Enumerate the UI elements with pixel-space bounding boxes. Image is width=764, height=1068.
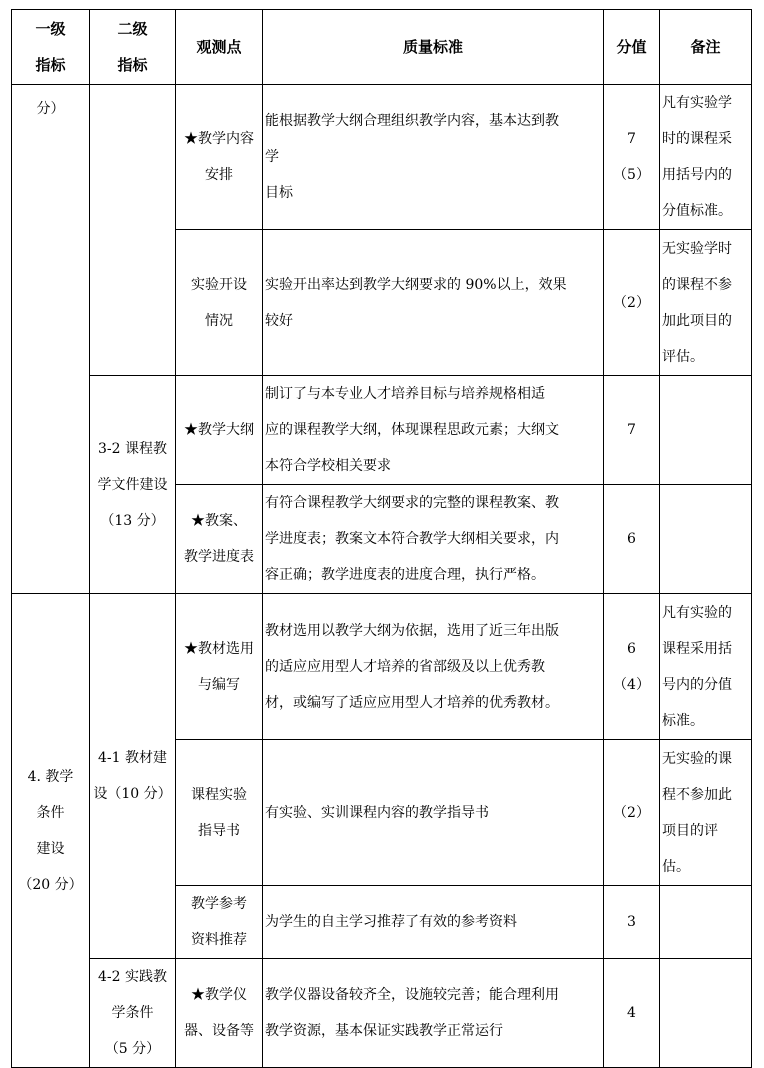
score-cell: 7 （5） [604,85,660,230]
score-cell: （2） [604,740,660,886]
observation-cell: ★教学仪 器、设备等 [176,959,263,1068]
table-row [12,959,752,1068]
note-cell [660,959,752,1068]
header-level2: 二级 指标 [90,10,176,85]
standard-cell: 实验开出率达到教学大纲要求的 90%以上，效果 较好 [263,230,604,376]
level2-cell: 3-2 课程教 学文件建设 （13 分） [90,376,176,594]
table-row [12,376,752,485]
level1-continued-cell: 分） [12,85,90,594]
standard-cell: 教材选用以教学大纲为依据，选用了近三年出版 的适应应用型人才培养的省部级及以上优秀教 材，或编写了适应应用型人才培养的优秀教材。 [263,594,604,740]
level2-cell: 4-2 实践教 学条件 （5 分） [90,959,176,1068]
header-standard: 质量标准 [263,10,604,85]
observation-cell: 实验开设 情况 [176,230,263,376]
table-row [12,85,752,230]
score-cell: 6 [604,485,660,594]
standard-cell: 制订了与本专业人才培养目标与培养规格相适 应的课程教学大纲，体现课程思政元素；大纲文 本符合学校相关要求 [263,376,604,485]
observation-cell: 教学参考 资料推荐 [176,886,263,959]
score-cell: 6 （4） [604,594,660,740]
note-cell: 无实验的课 程不参加此 项目的评 估。 [660,740,752,886]
note-cell [660,376,752,485]
observation-cell: ★教案、 教学进度表 [176,485,263,594]
standard-cell: 有实验、实训课程内容的教学指导书 [263,740,604,886]
observation-cell: ★教学大纲 [176,376,263,485]
observation-cell: ★教学内容 安排 [176,85,263,230]
standard-cell: 能根据教学大纲合理组织教学内容，基本达到教 学 目标 [263,85,604,230]
observation-cell: 课程实验 指导书 [176,740,263,886]
score-cell: （2） [604,230,660,376]
note-cell: 凡有实验的 课程采用括 号内的分值 标准。 [660,594,752,740]
header-note: 备注 [660,10,752,85]
level2-continued-cell [90,85,176,376]
evaluation-table [11,9,752,1068]
score-cell: 4 [604,959,660,1068]
note-cell: 无实验学时 的课程不参 加此项目的 评估。 [660,230,752,376]
header-score: 分值 [604,10,660,85]
note-cell: 凡有实验学 时的课程采 用括号内的 分值标准。 [660,85,752,230]
header-observation: 观测点 [176,10,263,85]
header-row [12,10,752,85]
standard-cell: 教学仪器设备较齐全，设施较完善；能合理利用 教学资源，基本保证实践教学正常运行 [263,959,604,1068]
standard-cell: 有符合课程教学大纲要求的完整的课程教案、教 学进度表；教案文本符合教学大纲相关要求，内 容正确；教学进度表的进度合理，执行严格。 [263,485,604,594]
header-level1: 一级 指标 [12,10,90,85]
score-cell: 3 [604,886,660,959]
standard-cell: 为学生的自主学习推荐了有效的参考资料 [263,886,604,959]
level1-cell: 4. 教学 条件 建设 （20 分） [12,594,90,1068]
note-cell [660,886,752,959]
table-row [12,594,752,740]
observation-cell: ★教材选用 与编写 [176,594,263,740]
score-cell: 7 [604,376,660,485]
note-cell [660,485,752,594]
level2-cell: 4-1 教材建 设（10 分） [90,594,176,959]
